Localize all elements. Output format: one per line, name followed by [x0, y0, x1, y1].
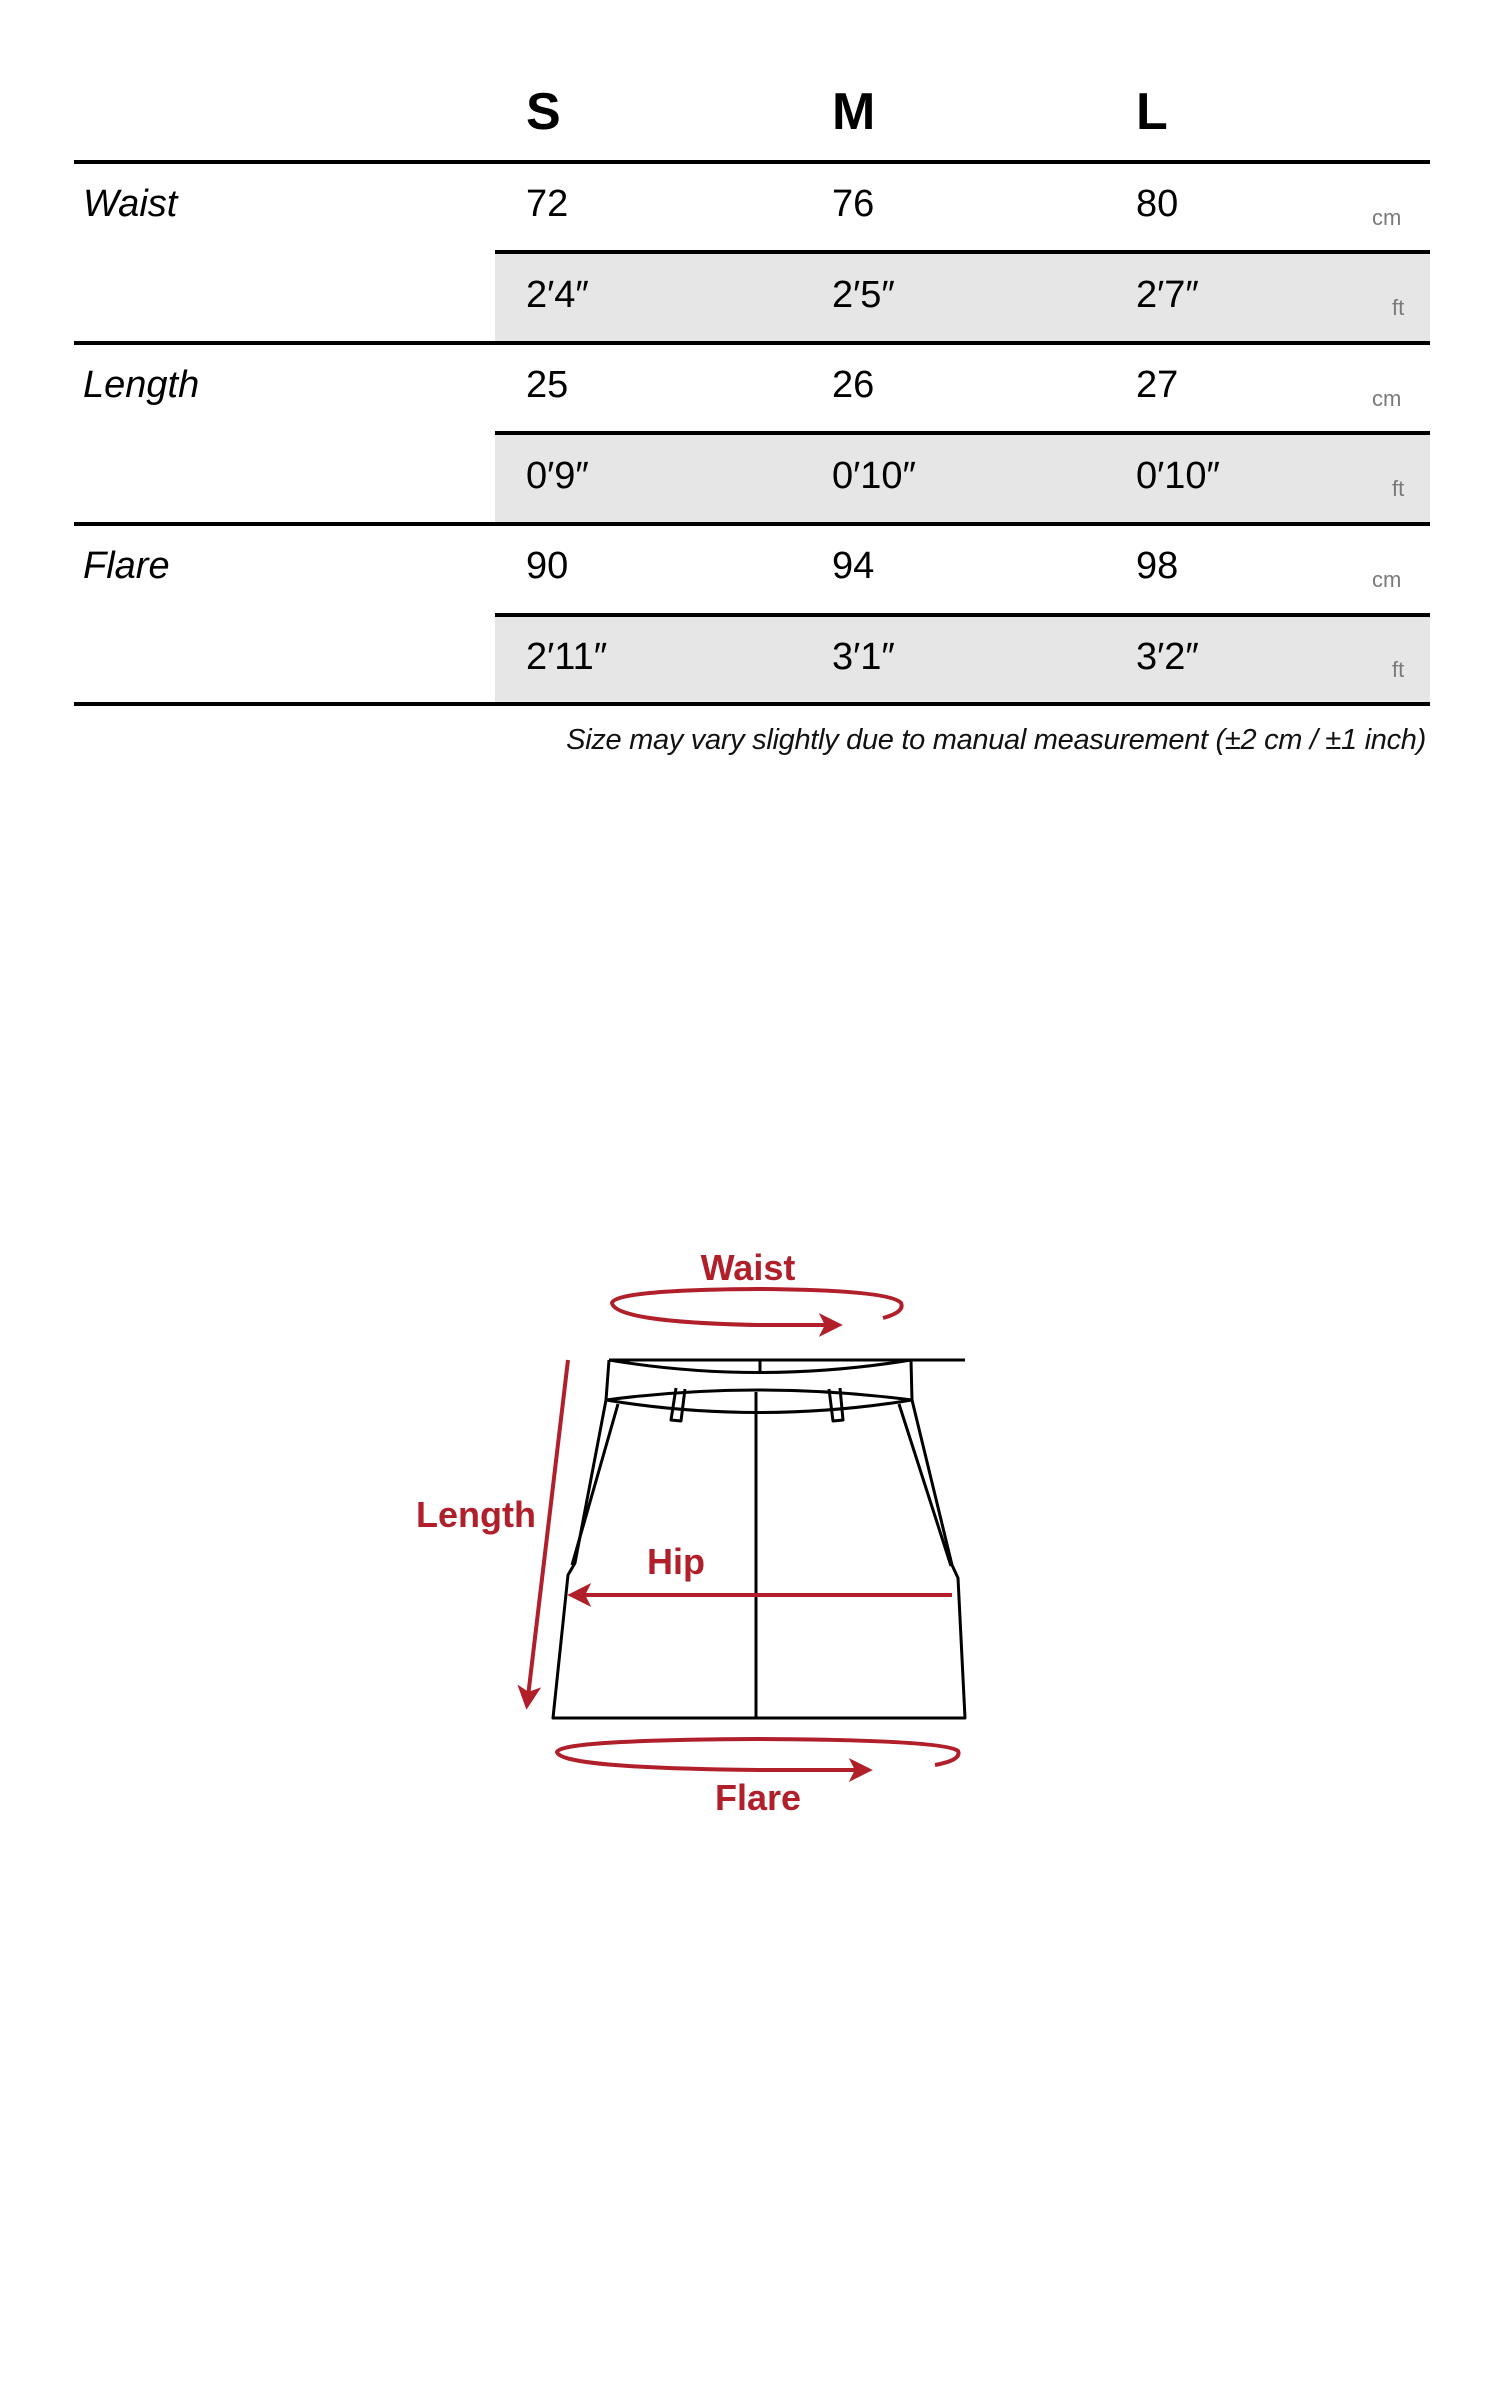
cell-waist-m-cm: 76	[832, 183, 875, 225]
cell-flare-l-ft: 3′2″	[1136, 636, 1199, 678]
unit-cm: cm	[1372, 567, 1402, 592]
cell-length-s-cm: 25	[526, 364, 569, 406]
cell-flare-m-cm: 94	[832, 545, 875, 587]
cell-flare-s-ft: 2′11″	[526, 636, 608, 678]
skirt-icon	[553, 1360, 965, 1718]
cell-length-m-cm: 26	[832, 364, 875, 406]
cell-flare-l-cm: 98	[1136, 545, 1179, 587]
size-header-l: L	[1136, 83, 1168, 141]
cell-length-s-ft: 0′9″	[526, 455, 589, 497]
size-header-s: S	[526, 83, 561, 141]
unit-cm: cm	[1372, 205, 1402, 230]
row-label-flare: Flare	[83, 545, 170, 587]
waist-arrow-icon	[612, 1289, 902, 1325]
unit-ft: ft	[1392, 657, 1405, 682]
unit-cm: cm	[1372, 386, 1402, 411]
row-label-length: Length	[83, 364, 200, 406]
label-hip: Hip	[647, 1541, 705, 1582]
label-waist: Waist	[700, 1247, 796, 1288]
cell-length-l-cm: 27	[1136, 364, 1179, 406]
cell-waist-m-ft: 2′5″	[832, 274, 895, 316]
cell-waist-l-ft: 2′7″	[1136, 274, 1199, 316]
size-header-m: M	[832, 83, 876, 141]
label-flare: Flare	[714, 1777, 802, 1818]
cell-waist-s-cm: 72	[526, 183, 569, 225]
cell-waist-l-cm: 80	[1136, 183, 1179, 225]
cell-flare-s-cm: 90	[526, 545, 569, 587]
cell-waist-s-ft: 2′4″	[526, 274, 589, 316]
cell-flare-m-ft: 3′1″	[832, 636, 895, 678]
unit-ft: ft	[1392, 295, 1405, 320]
unit-ft: ft	[1392, 476, 1405, 501]
row-label-waist: Waist	[83, 183, 178, 225]
measurement-note: Size may vary slightly due to manual measurement (±2 cm / ±1 inch)	[566, 724, 1426, 756]
cell-length-m-ft: 0′10″	[832, 455, 916, 497]
label-length: Length	[416, 1494, 536, 1535]
cell-length-l-ft: 0′10″	[1136, 455, 1220, 497]
flare-arrow-icon	[557, 1739, 959, 1770]
